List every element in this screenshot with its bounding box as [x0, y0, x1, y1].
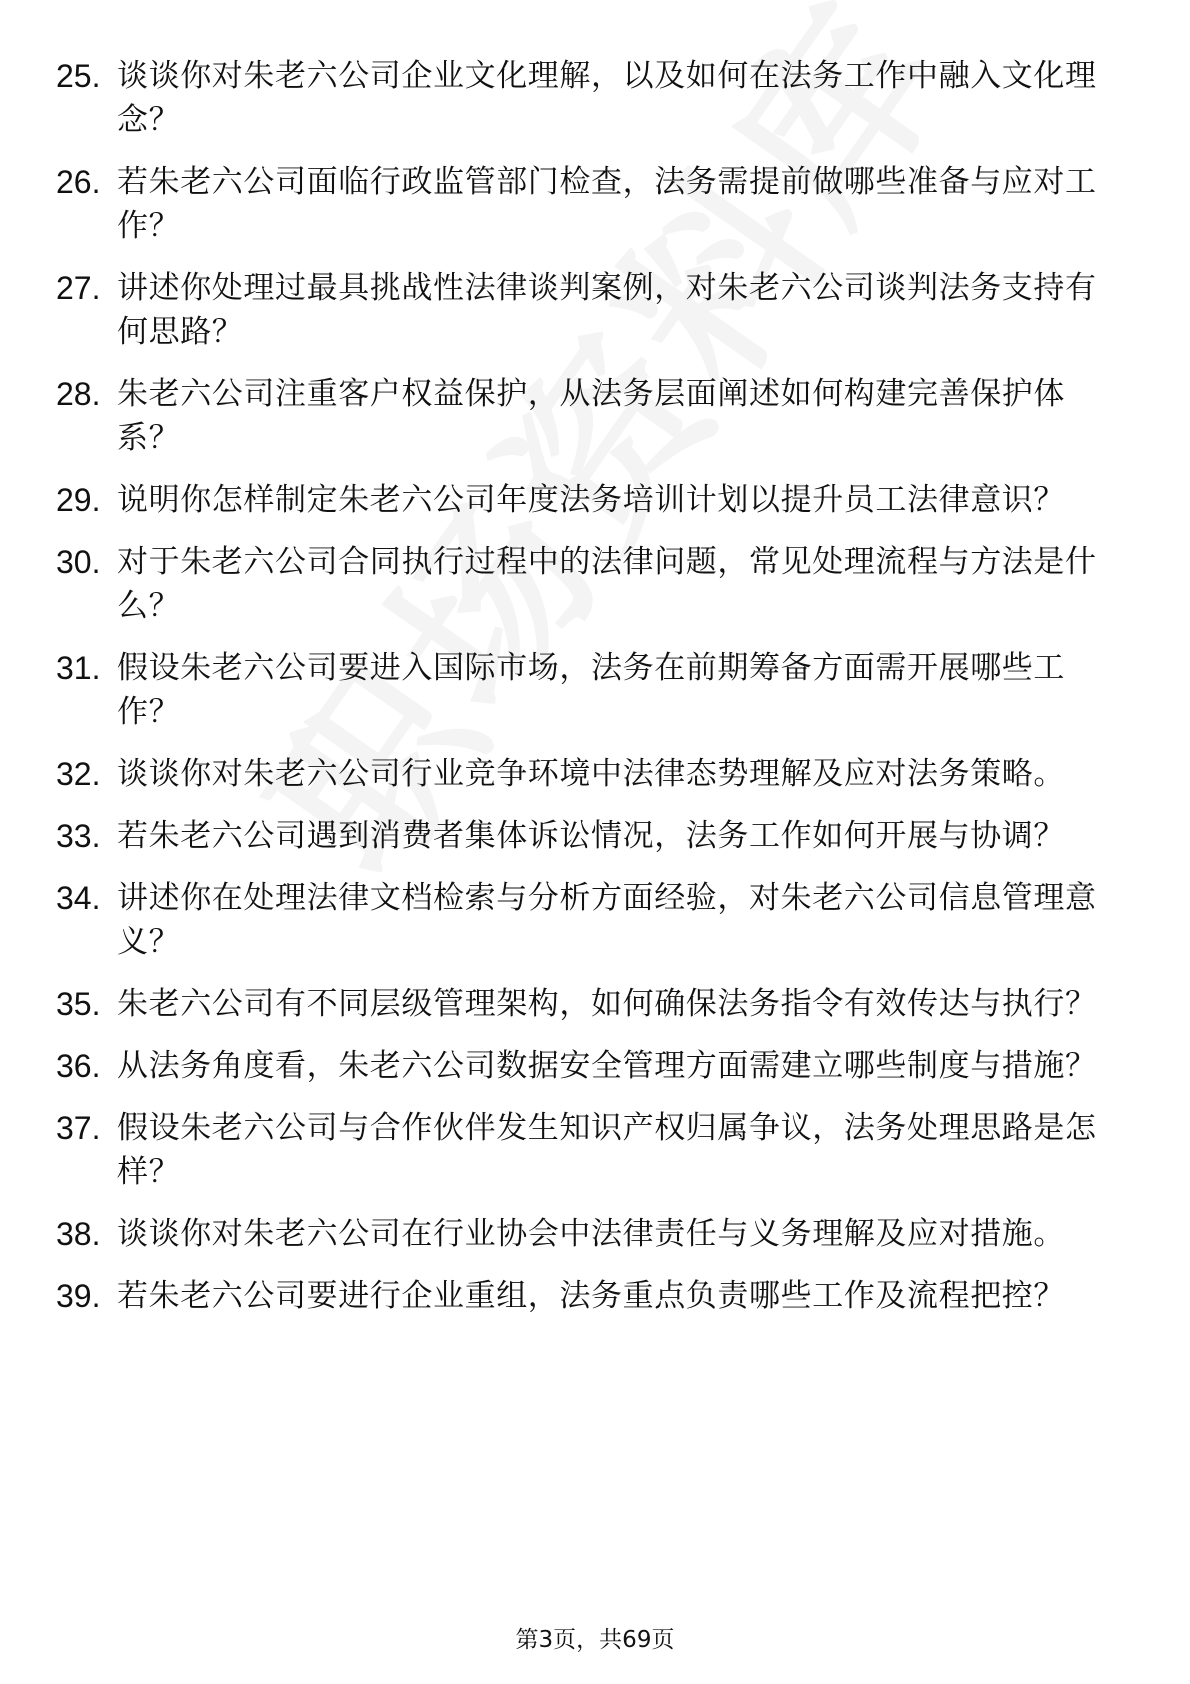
question-text: 若朱老六公司要进行企业重组，法务重点负责哪些工作及流程把控？ — [117, 1278, 1065, 1314]
list-item — [0, 1044, 1190, 1088]
list-item — [0, 1106, 1190, 1194]
question-number: 35. — [56, 986, 101, 1022]
question-number: 31. — [56, 650, 101, 686]
question-text: 若朱老六公司遇到消费者集体诉讼情况，法务工作如何开展与协调？ — [117, 818, 1065, 854]
list-item — [0, 540, 1190, 628]
question-list — [0, 54, 1190, 1336]
list-item — [0, 478, 1190, 522]
page-number-footer: 第3页，共69页 — [515, 1627, 675, 1653]
question-text: 对于朱老六公司合同执行过程中的法律问题，常见处理流程与方法是什么？ — [117, 544, 1097, 624]
question-text: 假设朱老六公司与合作伙伴发生知识产权归属争议，法务处理思路是怎样？ — [117, 1110, 1097, 1190]
question-text: 讲述你处理过最具挑战性法律谈判案例，对朱老六公司谈判法务支持有何思路？ — [117, 270, 1097, 350]
question-text: 朱老六公司注重客户权益保护，从法务层面阐述如何构建完善保护体系？ — [117, 376, 1065, 456]
question-number: 37. — [56, 1110, 101, 1146]
question-text: 说明你怎样制定朱老六公司年度法务培训计划以提升员工法律意识？ — [117, 482, 1065, 518]
list-item — [0, 876, 1190, 964]
question-number: 38. — [56, 1216, 101, 1252]
list-item — [0, 752, 1190, 796]
list-item — [0, 1274, 1190, 1318]
question-number: 30. — [56, 544, 101, 580]
question-text: 谈谈你对朱老六公司企业文化理解，以及如何在法务工作中融入文化理念？ — [117, 58, 1097, 138]
question-number: 29. — [56, 482, 101, 518]
question-number: 34. — [56, 880, 101, 916]
question-number: 26. — [56, 164, 101, 200]
list-item — [0, 54, 1190, 142]
question-text: 谈谈你对朱老六公司行业竞争环境中法律态势理解及应对法务策略。 — [117, 756, 1065, 792]
question-number: 33. — [56, 818, 101, 854]
question-text: 讲述你在处理法律文档检索与分析方面经验，对朱老六公司信息管理意义？ — [117, 880, 1097, 960]
question-number: 36. — [56, 1048, 101, 1084]
list-item — [0, 646, 1190, 734]
question-text: 假设朱老六公司要进入国际市场，法务在前期筹备方面需开展哪些工作？ — [117, 650, 1065, 730]
question-number: 25. — [56, 58, 101, 94]
question-text: 朱老六公司有不同层级管理架构，如何确保法务指令有效传达与执行？ — [117, 986, 1097, 1022]
list-item — [0, 160, 1190, 248]
question-number: 27. — [56, 270, 101, 306]
list-item — [0, 814, 1190, 858]
question-number: 39. — [56, 1278, 101, 1314]
question-number: 28. — [56, 376, 101, 412]
question-text: 谈谈你对朱老六公司在行业协会中法律责任与义务理解及应对措施。 — [117, 1216, 1065, 1252]
list-item — [0, 372, 1190, 460]
question-text: 若朱老六公司面临行政监管部门检查，法务需提前做哪些准备与应对工作？ — [117, 164, 1097, 244]
question-number: 32. — [56, 756, 101, 792]
question-text: 从法务角度看，朱老六公司数据安全管理方面需建立哪些制度与措施？ — [117, 1048, 1097, 1084]
list-item — [0, 1212, 1190, 1256]
list-item — [0, 982, 1190, 1026]
list-item — [0, 266, 1190, 354]
